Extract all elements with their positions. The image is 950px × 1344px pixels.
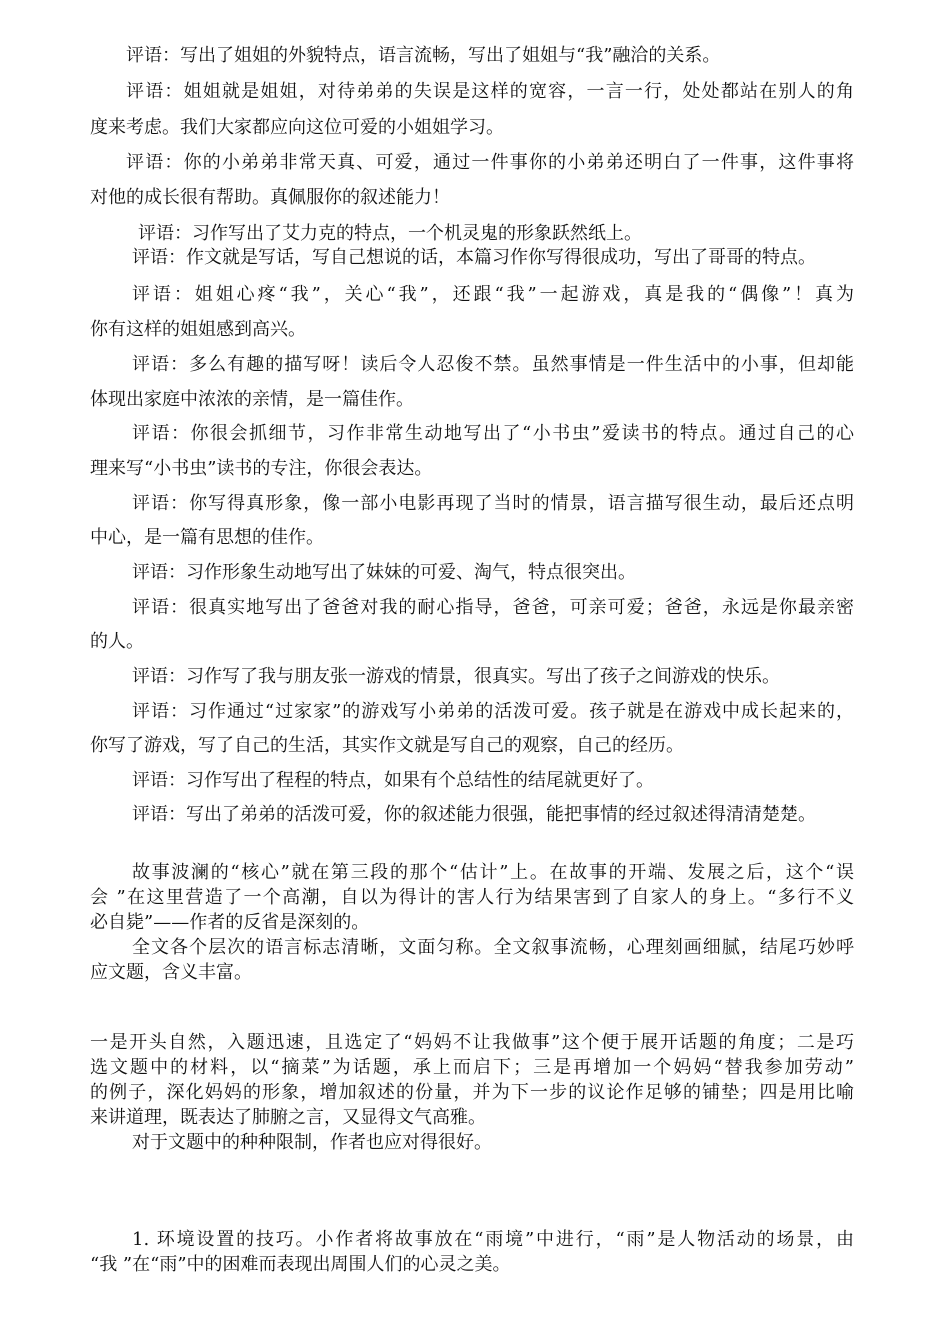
comment-line: 体现出家庭中浓浓的亲情，是一篇佳作。 [90,389,414,410]
comment-line: 评语：姐姐就是姐姐，对待弟弟的失误是这样的宽容，一言一行，处处都站在别人的角 [126,81,854,102]
comment-line: 评语：习作写出了艾力克的特点，一个机灵鬼的形象跃然纸上。 [138,223,642,244]
comment-line: 评语：写出了姐姐的外貌特点，语言流畅，写出了姐姐与“我”融洽的关系。 [126,45,721,66]
comment-line: 对他的成长很有帮助。真佩服你的叙述能力！ [90,187,450,208]
analysis-line: 1. 环境设置的技巧。小作者将故事放在“雨境”中进行，“雨”是人物活动的场景，由 [132,1229,854,1250]
comment-line: 中心，是一篇有思想的佳作。 [90,527,324,548]
analysis-line: 的例子，深化妈妈的形象，增加叙述的份量，并为下一步的议论作足够的铺垫；四是用比喻 [90,1082,854,1103]
analysis-line: 应文题，含义丰富。 [90,962,252,983]
comment-line: 评语：姐姐心疼“我”，关心“我”，还跟“我”一起游戏，真是我的“偶像”！真为 [132,284,854,305]
comment-line: 评语：你的小弟弟非常天真、可爱，通过一件事你的小弟弟还明白了一件事，这件事将 [126,152,854,173]
analysis-line: 来讲道理，既表达了肺腑之言，又显得文气高雅。 [90,1107,486,1128]
comment-line: 的人。 [90,631,144,652]
analysis-line: 会 ”在这里营造了一个高潮，自以为得计的害人行为结果害到了自家人的身上。“多行不义 [90,887,854,908]
comment-line: 评语：多么有趣的描写呀！读后令人忍俊不禁。虽然事情是一件生活中的小事，但却能 [132,354,854,375]
comment-line: 评语：很真实地写出了爸爸对我的耐心指导，爸爸，可亲可爱；爸爸，永远是你最亲密 [132,597,854,618]
analysis-line: 对于文题中的种种限制，作者也应对得很好。 [132,1132,492,1153]
comment-line: 你有这样的姐姐感到高兴。 [90,319,306,340]
comment-line: 评语：习作写了我与朋友张一游戏的情景，很真实。写出了孩子之间游戏的快乐。 [132,666,780,687]
comment-line: 评语：写出了弟弟的活泼可爱，你的叙述能力很强，能把事情的经过叙述得清清楚楚。 [132,804,816,825]
comment-line: 评语：习作形象生动地写出了妹妹的可爱、淘气，特点很突出。 [132,562,636,583]
analysis-line: 必自毙”——作者的反省是深刻的。 [90,912,370,933]
comment-line: 理来写“小书虫”读书的专注，你很会表达。 [90,458,433,479]
analysis-line: 故事波澜的“核心”就在第三段的那个“估计”上。在故事的开端、发展之后，这个“误 [132,862,854,883]
analysis-line: “我 ”在“雨”中的困难而表现出周围人们的心灵之美。 [90,1254,511,1275]
comment-line: 评语：习作写出了程程的特点，如果有个总结性的结尾就更好了。 [132,770,654,791]
comment-line: 度来考虑。我们大家都应向这位可爱的小姐姐学习。 [90,117,504,138]
analysis-line: 选文题中的材料，以“摘菜”为话题，承上而启下；三是再增加一个妈妈“替我参加劳动” [90,1057,854,1078]
analysis-line: 全文各个层次的语言标志清晰，文面匀称。全文叙事流畅，心理刻画细腻，结尾巧妙呼 [132,937,854,958]
comment-line: 评语：你写得真形象，像一部小电影再现了当时的情景，语言描写很生动，最后还点明 [132,493,854,514]
comment-line: 评语：习作通过“过家家”的游戏写小弟弟的活泼可爱。孩子就是在游戏中成长起来的， [132,701,854,722]
comment-line: 你写了游戏，写了自己的生活，其实作文就是写自己的观察，自己的经历。 [90,735,684,756]
comment-line: 评语：作文就是写话，写自己想说的话，本篇习作你写得很成功，写出了哥哥的特点。 [132,247,816,268]
analysis-line: 一是开头自然，入题迅速，且选定了“妈妈不让我做事”这个便于展开话题的角度；二是巧 [90,1032,854,1053]
comment-line: 评语：你很会抓细节，习作非常生动地写出了“小书虫”爱读书的特点。通过自己的心 [132,423,854,444]
